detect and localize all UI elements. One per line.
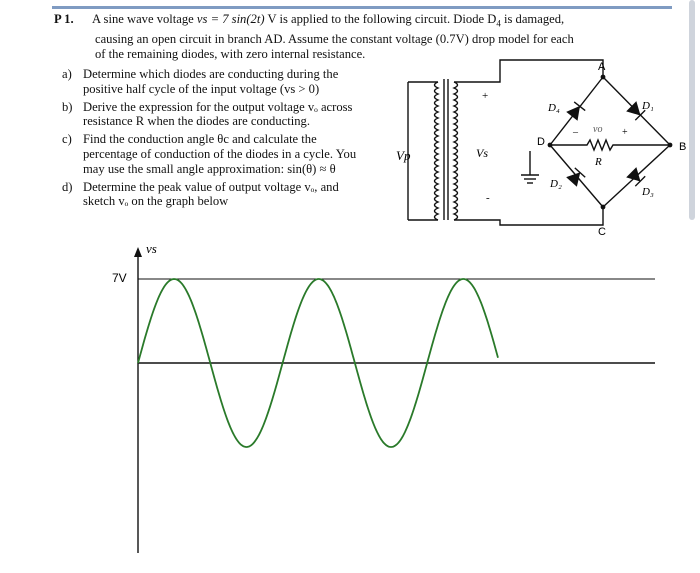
- problem-line-1: A sine wave voltage vs = 7 sin(2t) V is applied to the following circuit. Diode $D_4$ is damaged,: [92, 12, 565, 29]
- rectifier-circuit: [390, 55, 690, 240]
- problem-number: P 1.: [54, 12, 74, 26]
- vs-circuit-label: Vs: [476, 146, 488, 160]
- d3-label: D₃: [642, 186, 654, 198]
- primary-coil: [435, 82, 439, 220]
- part-b: b) Derive the expression for the output voltage vₒ across resistance R when the diodes are conducting.: [62, 99, 353, 129]
- y-axis-arrow: [134, 247, 142, 257]
- r-minus: –: [573, 127, 578, 138]
- d4-label: D₄: [548, 102, 560, 114]
- part-a: a) Determine which diodes are conducting during the positive half cycle of the input voltage (vs > 0): [62, 67, 339, 96]
- d1-label: D₁: [642, 100, 654, 112]
- resistor-r: [550, 140, 670, 150]
- minus-sign: -: [486, 192, 490, 204]
- node-b-label: B: [679, 141, 687, 153]
- header-rule: [52, 6, 672, 9]
- graph-axis-label: vs: [146, 241, 157, 256]
- vo-label: vo: [593, 124, 603, 135]
- peak-label: 7V: [112, 271, 127, 285]
- question-parts: [62, 67, 392, 212]
- secondary-coil: [454, 82, 458, 220]
- part-d: d) Determine the peak value of output voltage vₒ, and sketch vₒ on the graph below: [62, 179, 339, 209]
- top-wire: [454, 60, 603, 82]
- node-a-label: A: [598, 61, 606, 73]
- problem-line-3: of the remaining diodes, with zero internal resistance.: [95, 46, 366, 61]
- problem-line-2: causing an open circuit in branch AD. Assume the constant voltage (0.7V) drop model for each: [95, 31, 574, 46]
- d2-label: D₂: [550, 178, 562, 190]
- vp-label: Vp: [396, 148, 411, 163]
- vs-graph: [100, 235, 660, 565]
- plus-sign: +: [482, 90, 489, 102]
- r-plus: +: [622, 127, 628, 138]
- node-d-label: D: [537, 136, 545, 148]
- diode-d4: [567, 102, 585, 120]
- bottom-wire: [454, 207, 603, 225]
- node-c-label: C: [598, 226, 606, 238]
- part-c: c) Find the conduction angle θc and calculate the percentage of conduction of the diodes in a cycle. You may use the small angle approximation: sin(θ) ≈ θ: [62, 132, 357, 176]
- r-label: R: [595, 156, 602, 168]
